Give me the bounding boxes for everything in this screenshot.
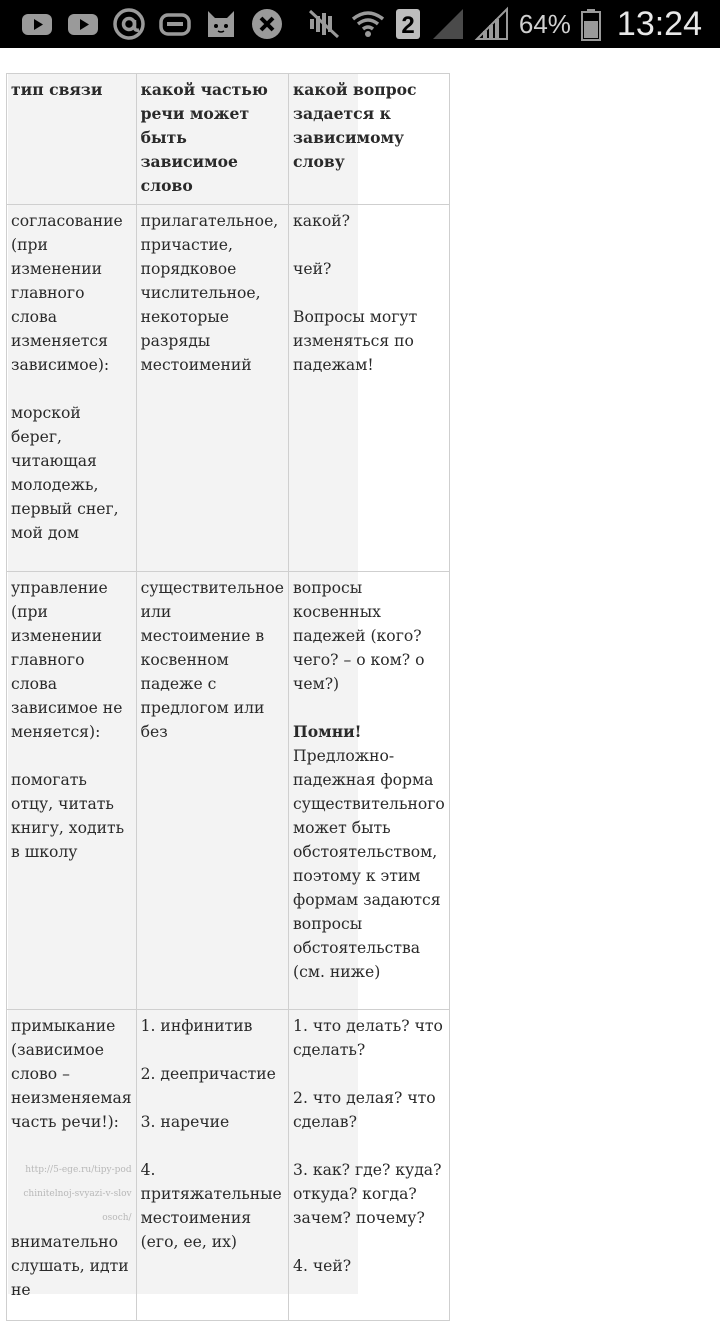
system-icons: [307, 6, 702, 42]
question-text: вопросы косвенных падежей (кого? чего? – о ком? о чем?): [293, 579, 430, 693]
signal-icon: [431, 7, 465, 41]
header-cell: [289, 74, 450, 205]
parts-text: 2. деепричастие: [140, 1065, 276, 1083]
type-text: согласование (при изменении главного слова изменяется зависимое):: [11, 212, 128, 374]
mute-icon: [307, 7, 341, 41]
question-text: 4. чей?: [293, 1257, 352, 1275]
header-question: какой вопрос задается к зависимому слову: [293, 80, 422, 171]
youtube-icon: [20, 7, 54, 41]
table-row: [7, 1010, 450, 1321]
cell-type: [7, 205, 137, 572]
grammar-table: [6, 73, 450, 1321]
gamepad-icon: [158, 7, 192, 41]
header-cell: [136, 74, 288, 205]
question-text: какой?: [293, 212, 350, 230]
blocked-icon: [250, 7, 284, 41]
parts-text: прилагательное, причастие, порядковое числительное, некоторые разряды местоимений: [140, 212, 284, 374]
clock: 13:24: [616, 4, 702, 43]
type-example: помогать отцу, читать книгу, ходить в школу: [11, 771, 130, 861]
status-bar: [0, 0, 720, 48]
type-text: управление (при изменении главного слова зависимое не меняется):: [11, 579, 128, 741]
youtube-icon: [66, 7, 100, 41]
table-header-row: [7, 74, 450, 205]
question-text: чей?: [293, 260, 332, 278]
question-text: 2. что делая? что сделав?: [293, 1089, 441, 1131]
parts-text: 3. наречие: [140, 1113, 230, 1131]
signal-icon: [475, 7, 509, 41]
sim-2-icon: [395, 7, 421, 41]
spacer: [141, 1134, 284, 1158]
spacer: [11, 377, 132, 401]
spacer: [11, 1134, 132, 1158]
type-example: морской берег, читающая молодежь, первый снег, мой дом: [11, 404, 124, 542]
question-note: Вопросы могут изменяться по падежам!: [293, 308, 423, 374]
parts-text: существительное или местоимение в косвенном падеже с предлогом или без: [140, 579, 289, 741]
spacer: [141, 1086, 284, 1110]
table-row: [7, 572, 450, 1010]
notification-icons: [20, 6, 284, 42]
cell-parts: [136, 205, 288, 572]
header-part-of-speech: какой частью речи может быть зависимое слово: [140, 80, 274, 195]
type-example: внимательно слушать, идти не: [11, 1233, 134, 1299]
at-icon: [112, 7, 146, 41]
battery-icon: [581, 7, 601, 41]
cell-questions: [289, 205, 450, 572]
spacer: [141, 1038, 284, 1062]
watermark-url: http://5-ege.ru/tipy-podchinitelnoj-svyazi-v-slovosoch/: [23, 1165, 132, 1223]
sim-badge: 2: [401, 12, 415, 39]
question-text: 3. как? где? куда? откуда? когда? зачем? почему?: [293, 1161, 447, 1227]
battery-percent: 64%: [518, 8, 571, 39]
table-row: [7, 205, 450, 572]
cell-type: [7, 572, 137, 1010]
header-connection-type: тип связи: [11, 80, 103, 99]
cell-questions: [289, 1010, 450, 1321]
question-text: 1. что делать? что сделать?: [293, 1017, 448, 1059]
spacer: [293, 1230, 445, 1254]
cell-type: [7, 1010, 137, 1321]
spacer: [293, 696, 445, 720]
cell-questions: [289, 572, 450, 1010]
remember-note: Предложно-падежная форма существительного может быть обстоятельством, поэтому к этим формам задаются вопросы обстоятельства (см. ниже): [293, 747, 450, 981]
cat-icon: [204, 7, 238, 41]
cell-parts: [136, 572, 288, 1010]
spacer: [293, 1134, 445, 1158]
cell-parts: [136, 1010, 288, 1321]
spacer: [11, 744, 132, 768]
wifi-icon: [351, 7, 385, 41]
spacer: [293, 281, 445, 305]
spacer: [293, 1062, 445, 1086]
parts-text: 1. инфинитив: [140, 1017, 253, 1035]
remember-label: Помни!: [293, 722, 362, 741]
page-content: [0, 48, 720, 1299]
spacer: [293, 233, 445, 257]
parts-text: 4. притяжательные местоимения (его, ее, их): [140, 1161, 287, 1251]
type-text: примыкание (зависимое слово – неизменяемая часть речи!):: [11, 1017, 137, 1131]
header-cell: [7, 74, 137, 205]
